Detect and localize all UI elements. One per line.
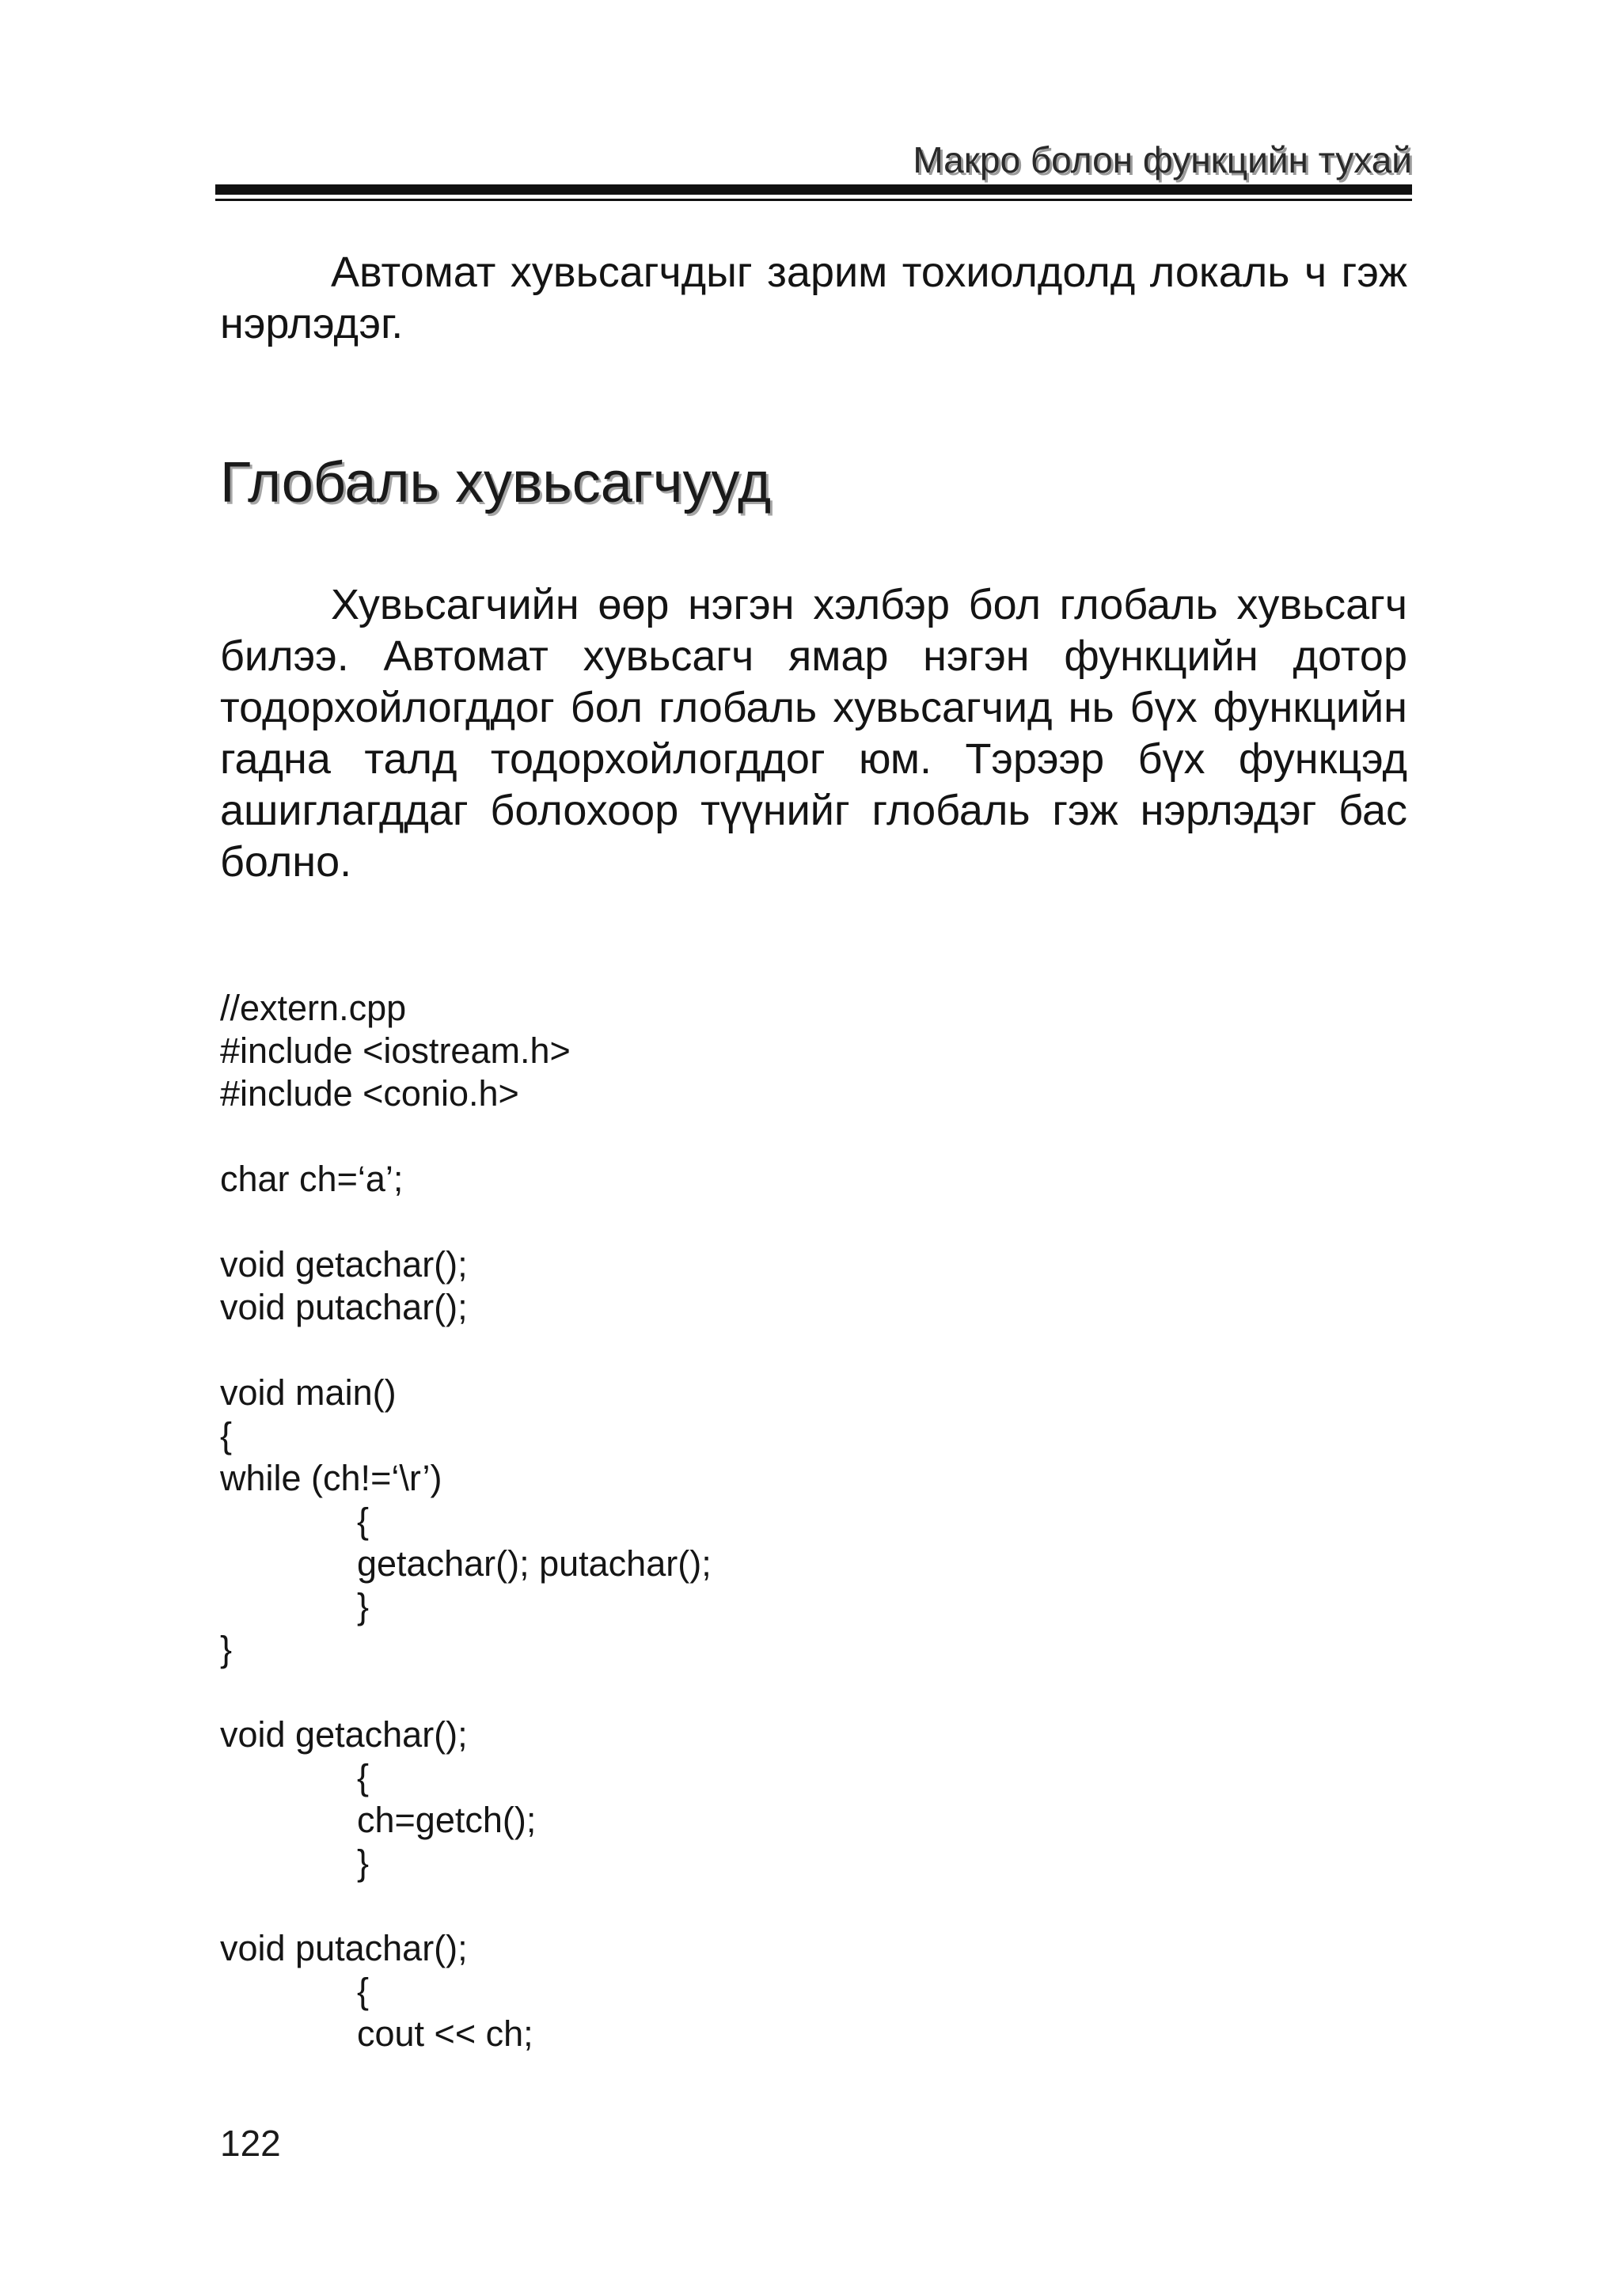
code-line xyxy=(220,1201,1407,1243)
code-listing xyxy=(220,987,1407,2055)
code-line: { xyxy=(357,1501,370,1541)
code-line: #include <conio.h> xyxy=(220,1073,519,1114)
section-heading: Глобаль хувьсагчууд xyxy=(220,451,772,514)
code-line: getachar(); putachar(); xyxy=(357,1543,712,1584)
code-line: void main() xyxy=(220,1372,397,1413)
code-line: void putachar(); xyxy=(220,1928,468,1968)
code-line: void getachar(); xyxy=(220,1714,468,1755)
code-line: #include <iostream.h> xyxy=(220,1030,571,1071)
code-line: } xyxy=(357,1842,370,1883)
code-line xyxy=(220,1671,1407,1713)
code-line: cout << ch; xyxy=(357,2013,533,2054)
code-line: void putachar(); xyxy=(220,1287,468,1327)
header-rule-thick xyxy=(215,184,1412,195)
running-header: Макро болон функцийн тухай xyxy=(913,139,1412,180)
page-number: 122 xyxy=(220,2123,281,2164)
code-line: { xyxy=(220,1415,233,1455)
code-line: ch=getch(); xyxy=(357,1800,537,1840)
code-line xyxy=(220,1329,1407,1372)
code-line xyxy=(220,1115,1407,1158)
code-line: //extern.cpp xyxy=(220,988,407,1028)
intro-paragraph xyxy=(220,247,1407,350)
code-line xyxy=(220,1884,1407,1927)
code-line: { xyxy=(357,1971,370,2011)
intro-paragraph-text: Автомат хувьсагчдыг зарим тохиолдолд локаль ч гэж нэрлэдэг. xyxy=(220,249,1407,347)
section-paragraph xyxy=(220,579,1407,888)
code-line: } xyxy=(220,1629,233,1669)
code-line: char ch=‘a’; xyxy=(220,1159,404,1199)
code-line: while (ch!=‘\r’) xyxy=(220,1458,442,1498)
header-rule-thin xyxy=(215,199,1412,201)
code-line: { xyxy=(357,1757,370,1797)
code-line: } xyxy=(357,1586,370,1626)
section-paragraph-text: Хувьсагчийн өөр нэгэн хэлбэр бол глобаль хувьсагч билээ. Автомат хувьсагч ямар нэгэн функцийн дотор тодорхойлогддог бол глобаль хувьсагчид нь бүх функцийн гадна талд тодорхойлогддог юм. Тэрээр бүх функцэд ашиглагддаг болохоор түүнийг глобаль гэж нэрлэдэг бас болно. xyxy=(220,581,1407,886)
code-line: void getachar(); xyxy=(220,1244,468,1285)
